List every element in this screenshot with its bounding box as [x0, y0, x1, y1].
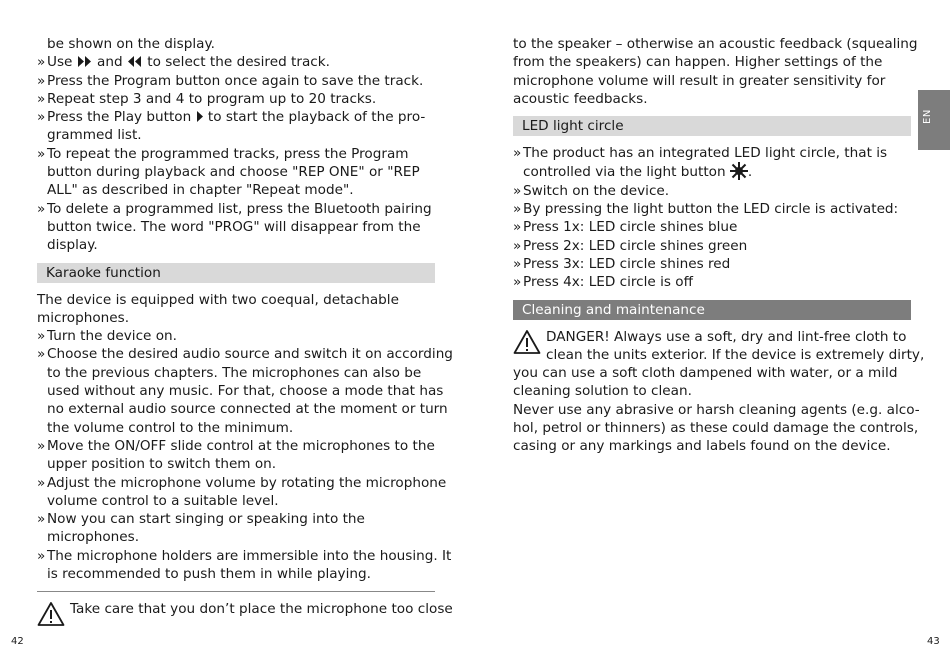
feedback-line: to the speaker – otherwise an acoustic feedback (squealing — [513, 36, 918, 52]
danger-line: clean the units exterior. If the device is extremely dirty, — [546, 346, 925, 363]
fast-forward-icon — [77, 56, 93, 67]
light-button-icon — [730, 162, 748, 180]
led-heading: LED light circle — [513, 116, 911, 136]
warning-icon — [513, 329, 541, 355]
karaoke-line: used without any music. For that, choose a mode that has — [47, 383, 444, 400]
karaoke-line: » Choose the desired audio source and switch it on according — [37, 345, 435, 363]
karaoke-line: » Move the ON/OFF slide control at the microphones to the — [37, 437, 435, 455]
led-instructions — [513, 144, 911, 291]
instruction-line: » To repeat the programmed tracks, press the Program — [37, 145, 435, 163]
rewind-icon — [127, 56, 143, 67]
cleaning-line: you can use a soft cloth dampened with water, or a mild — [513, 365, 898, 382]
text-run: to start the playback of the pro- — [203, 109, 426, 126]
karaoke-text — [37, 291, 453, 584]
feedback-line: acoustic feedbacks. — [513, 90, 648, 107]
karaoke-line: » Turn the device on. — [37, 327, 435, 345]
language-tab-label: EN — [922, 109, 933, 124]
led-line: » By pressing the light button the LED circle is activated: — [513, 200, 911, 218]
instruction-line: » To delete a programmed list, press the Bluetooth pairing — [37, 200, 435, 218]
karaoke-line: to the previous chapters. The microphones can also be — [47, 364, 422, 381]
karaoke-line: microphones. — [47, 529, 140, 546]
feedback-line: from the speakers) can happen. Higher settings of the — [513, 54, 883, 71]
danger-note — [513, 328, 925, 365]
karaoke-line: » Adjust the microphone volume by rotating the microphone — [37, 474, 435, 492]
language-tab — [918, 90, 950, 150]
warning-text: Take care that you don’t place the microphone too close — [70, 601, 453, 618]
led-line: » Press 4x: LED circle is off — [513, 273, 911, 291]
karaoke-line: » The microphone holders are immersible into the housing. It — [37, 547, 435, 565]
led-line: » Press 1x: LED circle shines blue — [513, 218, 911, 236]
play-icon — [196, 111, 204, 122]
instruction-line: » Press the Program button once again to save the track. — [37, 72, 435, 90]
text-run: and — [92, 54, 127, 71]
instruction-line: ALL" as described in chapter "Repeat mode". — [47, 182, 354, 199]
cleaning-line: Never use any abrasive or harsh cleaning agents (e.g. alco- — [513, 401, 920, 418]
karaoke-line: microphones. — [37, 309, 130, 326]
danger-text — [546, 328, 924, 365]
instruction-line: » Repeat step 3 and 4 to program up to 20 tracks. — [37, 90, 435, 108]
text-run: to select the desired track. — [142, 54, 330, 71]
divider — [37, 591, 435, 592]
right-page — [475, 0, 950, 670]
cleaning-line: casing or any markings and labels found on the device. — [513, 438, 891, 455]
instruction-line: grammed list. — [47, 127, 142, 144]
page-number-left: 42 — [11, 636, 24, 647]
left-instructions — [37, 35, 435, 255]
led-line: » Switch on the device. — [513, 182, 911, 200]
left-column — [37, 35, 453, 627]
instruction-line — [37, 53, 435, 71]
karaoke-heading: Karaoke function — [37, 263, 435, 283]
karaoke-line: upper position to switch them on. — [47, 456, 277, 473]
cleaning-line: cleaning solution to clean. — [513, 383, 692, 400]
instruction-line: be shown on the display. — [47, 36, 215, 52]
karaoke-line: the volume control to the minimum. — [47, 419, 294, 436]
karaoke-line: is recommended to push them in while playing. — [47, 566, 371, 583]
instruction-line: button twice. The word "PROG" will disappear from the — [47, 218, 421, 235]
instruction-line: display. — [47, 237, 98, 254]
text-run: . — [747, 164, 753, 181]
karaoke-line: volume control to a suitable level. — [47, 492, 279, 509]
warning-icon — [37, 601, 65, 627]
text-run: Use — [47, 54, 77, 71]
danger-line: DANGER! Always use a soft, dry and lint-free cloth to — [546, 328, 907, 345]
instruction-line — [37, 108, 435, 126]
feedback-text — [513, 35, 918, 108]
karaoke-line: no external audio source connected at the moment or turn — [47, 401, 448, 418]
feedback-line: microphone volume will result in greater sensitivity for — [513, 72, 886, 89]
cleaning-text — [513, 364, 920, 455]
karaoke-line: The device is equipped with two coequal, detachable — [37, 291, 399, 308]
karaoke-line: » Now you can start singing or speaking into the — [37, 510, 435, 528]
led-line: » Press 3x: LED circle shines red — [513, 255, 911, 273]
cleaning-line: hol, petrol or thinners) as these could damage the controls, — [513, 420, 919, 437]
led-line: » Press 2x: LED circle shines green — [513, 237, 911, 255]
instruction-line: button during playback and choose "REP ONE" or "REP — [47, 164, 420, 181]
cleaning-heading: Cleaning and maintenance — [513, 300, 911, 320]
text-run: Press the Play button — [47, 109, 196, 126]
right-column — [513, 35, 925, 456]
led-line — [513, 162, 911, 181]
page-number-right: 43 — [927, 636, 940, 647]
led-line: » The product has an integrated LED light circle, that is — [513, 144, 911, 162]
text-run: controlled via the light button — [523, 164, 730, 181]
warning-note — [37, 600, 453, 627]
